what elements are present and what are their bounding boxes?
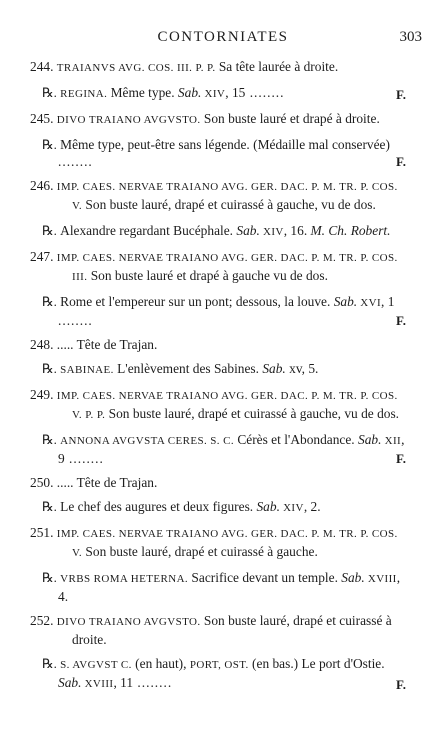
description-text: L'enlèvement des Sabines. (113, 361, 263, 376)
obverse-description (30, 612, 406, 648)
obverse-description (30, 336, 406, 353)
description-text: Cérès et l'Abondance. (234, 432, 359, 447)
reverse-symbol: ℞. (42, 361, 61, 376)
obverse-description (30, 386, 406, 424)
obverse-description (30, 110, 406, 129)
reverse-symbol: ℞. (42, 570, 61, 585)
description-text: ..... Tête de Trajan. (56, 475, 158, 490)
legend-text: REGINA. (60, 88, 108, 100)
legend-text: DIVO TRAIANO AVGVSTO. (56, 114, 201, 126)
entry-number: 252. (30, 613, 57, 628)
legend-text: XII (381, 435, 402, 447)
catalogue-entries (30, 58, 406, 700)
catalogue-entry (30, 524, 406, 605)
reference-text: Sab. (236, 223, 260, 238)
legend-text: S. AVGVST C. (60, 659, 132, 671)
reverse-symbol: ℞. (42, 294, 61, 309)
catalogue-entry (30, 474, 406, 517)
reference-text: Sab. (262, 361, 286, 376)
entry-number: 251. (30, 525, 57, 540)
reference-text: Sab. (177, 85, 202, 100)
catalogue-entry (30, 177, 406, 241)
entry-number: 250. (30, 475, 57, 490)
running-title: CONTORNIATES (157, 29, 289, 45)
catalogue-entry (30, 336, 406, 379)
reverse-symbol: ℞. (42, 137, 61, 152)
catalogue-entry (30, 110, 406, 170)
description-text: Son buste lauré, drapé et cuirassé à gauche. (82, 544, 318, 559)
reference-text: Sab. (341, 570, 365, 585)
legend-text: VRBS ROMA HETERNA. (60, 573, 189, 585)
reverse-description (30, 498, 406, 517)
reverse-symbol: ℞. (42, 85, 61, 100)
reverse-symbol: ℞. (42, 432, 61, 447)
description-text: (en haut), (131, 656, 190, 671)
description-text: Le chef des augures et deux figures. (60, 499, 257, 514)
description-text: , 16. (283, 223, 311, 238)
legend-text: IMP. CAES. NERVAE TRAIANO AVG. GER. DAC. P. M. TR. P. COS. V. (56, 181, 398, 212)
legend-text: XIV (259, 226, 284, 238)
legend-text: PORT, OST. (189, 659, 249, 671)
reverse-symbol: ℞. (42, 499, 61, 514)
catalogue-entry (30, 386, 406, 467)
entry-number: 249. (30, 387, 57, 402)
obverse-description (30, 248, 406, 286)
legend-text: TRAIANVS AVG. COS. III. P. P. (56, 62, 216, 74)
description-text: (en bas.) Le port d'Ostie. (248, 656, 385, 671)
obverse-description (30, 524, 406, 562)
leader-dots: ........ (58, 154, 93, 169)
description-text: Son buste lauré et drapé à gauche vu de dos. (87, 268, 328, 283)
legend-text: DIVO TRAIANO AVGVSTO. (56, 616, 201, 628)
reverse-description: ℞. Rome et l'empereur sur un pont; dessous, la louve. Sab. XVI, 1 ........ F. (42, 294, 406, 328)
description-text: , 9 (58, 432, 405, 466)
leader-dots: ........ (245, 85, 285, 100)
catalogue-entry (30, 612, 406, 693)
obverse-description (30, 177, 406, 215)
page-number: 303 (399, 29, 422, 45)
entry-number: 244. (30, 59, 57, 74)
reverse-description: ℞. S. AVGVST C. (en haut), PORT, OST. (en bas.) Le port d'Ostie. Sab. XVIII, 11 ........ F. (42, 656, 406, 692)
legend-text: XVI (357, 297, 382, 309)
legend-text: XIV (201, 88, 226, 100)
description-text: Même type. (107, 85, 178, 100)
catalogue-entry (30, 58, 406, 103)
description-text: Sa tête laurée à droite. (215, 59, 339, 74)
entry-number: 248. (30, 337, 57, 352)
reverse-description: ℞. REGINA. Même type. Sab. XIV, 15 ........ F. (42, 85, 406, 102)
reverse-description (30, 569, 406, 605)
leader-dots: ........ (64, 451, 104, 466)
description-text: , 2. (303, 499, 321, 514)
legend-text: ANNONA AVGVSTA CERES. S. C. (60, 435, 234, 447)
reverse-symbol: ℞. (42, 656, 61, 671)
description-text: Alexandre regardant Bucéphale. (60, 223, 237, 238)
entry-number: 245. (30, 111, 57, 126)
legend-text: IMP. CAES. NERVAE TRAIANO AVG. GER. DAC. P. M. TR. P. COS. III. (56, 252, 398, 283)
reverse-description: ℞. ANNONA AVGVSTA CERES. S. C. Cérès et l'Abondance. Sab. XII, 9 ........ F. (42, 432, 406, 466)
reference-text: Sab. (333, 294, 358, 309)
description-text: , 4. (58, 570, 401, 604)
reverse-description (30, 222, 406, 241)
legend-text: XIV (279, 502, 304, 514)
reference-text: Sab. (58, 675, 82, 690)
legend-text: SABINAE. (60, 364, 114, 376)
legend-text: XVIII (81, 678, 114, 690)
description-text: Sacrifice devant un temple. (188, 570, 342, 585)
obverse-description (30, 58, 406, 77)
obverse-description (30, 474, 406, 491)
description-text: , 15 (225, 85, 246, 100)
entry-number: 247. (30, 249, 57, 264)
leader-dots: ........ (58, 313, 93, 328)
reference-text: Sab. (256, 499, 280, 514)
legend-text: IMP. CAES. NERVAE TRAIANO AVG. GER. DAC. P. M. TR. P. COS. V. P. P. (56, 390, 398, 421)
reverse-description (30, 360, 406, 379)
leader-dots: ........ (133, 675, 173, 690)
reference-text: M. Ch. Robert. (310, 223, 391, 238)
description-text: Même type, peut-être sans légende. (Médaille mal conservée) (60, 137, 390, 152)
description-text: Rome et l'empereur sur un pont; dessous, la louve. (60, 294, 334, 309)
page-header (0, 29, 446, 49)
reverse-description: ℞. Même type, peut-être sans légende. (Médaille mal conservée) ........ F. (42, 137, 406, 169)
catalogue-entry (30, 248, 406, 329)
description-text: Son buste lauré, drapé et cuirassé à droite. (72, 613, 392, 647)
description-text: xv, 5. (285, 361, 319, 376)
entry-number: 246. (30, 178, 57, 193)
legend-text: XVIII (364, 573, 397, 585)
description-text: , 1 (381, 294, 395, 309)
description-text: Son buste lauré, drapé et cuirassé à gauche, vu de dos. (105, 406, 400, 421)
description-text: Son buste lauré et drapé à droite. (200, 111, 380, 126)
description-text: ..... Tête de Trajan. (56, 337, 158, 352)
description-text: Son buste lauré, drapé et cuirassé à gauche, vu de dos. (82, 197, 376, 212)
legend-text: IMP. CAES. NERVAE TRAIANO AVG. GER. DAC. P. M. TR. P. COS. V. (56, 528, 398, 559)
reference-text: Sab. (358, 432, 382, 447)
reverse-symbol: ℞. (42, 223, 61, 238)
description-text: , 11 (113, 675, 134, 690)
